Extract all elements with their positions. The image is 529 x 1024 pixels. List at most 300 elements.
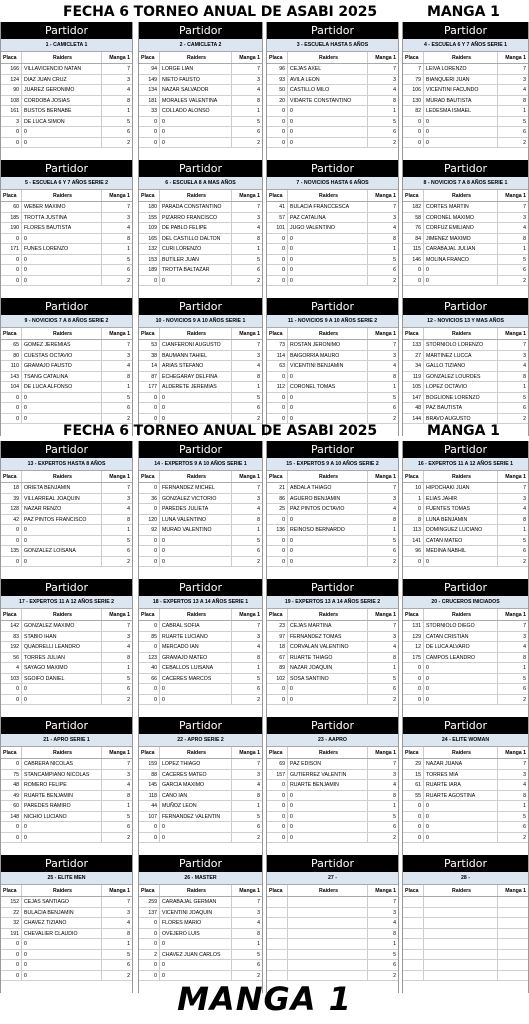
placa-cell: 145 [139,780,160,790]
manga-cell: 3 [523,76,526,83]
placa-cell: 0 [403,127,424,137]
placa-cell: 192 [1,642,22,652]
category-title: 15 - EXPERTOS 9 A 10 AÑOS SERIE 2 [267,458,398,471]
manga-cell: 3 [257,633,260,640]
rider-cell: CASTILLO MILO [288,85,368,95]
rider-cell: GONZALEZ MAXIMO [22,621,102,631]
manga-cell: 1 [393,246,396,252]
table-row [1,950,132,961]
placa-cell: 114 [267,351,288,361]
rider-cell: GUTIERREZ VALENTIN [288,770,368,780]
manga-cell: 3 [393,214,396,221]
manga-cell: 6 [127,405,130,411]
manga-cell: 3 [393,352,396,359]
column-header-row [267,328,398,340]
partidor-header: Partidor [139,298,262,315]
manga-cell: 1 [257,527,260,533]
table-row [139,908,262,919]
table-row [139,674,262,685]
manga-cell: 5 [127,256,130,263]
table-row [1,382,132,393]
table-row [403,515,528,526]
col-placa-header: Placa [403,885,424,896]
manga-cell: 8 [257,373,260,380]
table-row [267,515,398,526]
manga-cell: 4 [257,87,260,93]
placa-cell: 23 [267,621,288,631]
rider-cell: CABRERA NICOLAS [22,759,102,769]
section-title: FECHA 6 TORNEO ANUAL DE ASABI 2025 [63,4,377,20]
rider-cell: JIMENEZ MAXIMO [424,234,498,244]
rider-cell: 0 [288,127,368,137]
manga-cell: 5 [127,118,130,125]
placa-cell: 0 [267,822,288,832]
rider-cell: GRAMAJO FAUSTO [22,361,102,371]
table-row [267,674,398,685]
table-row [403,96,528,107]
table-row [403,822,528,833]
col-placa-header: Placa [403,328,424,339]
placa-cell: 18 [1,483,22,493]
manga-cell: 3 [523,633,526,640]
table-row [403,897,528,908]
col-placa-header: Placa [139,609,160,620]
category-title: 9 - NOVICIOS 7 A 8 AÑOS SERIE 2 [1,315,132,328]
table-row [139,106,262,117]
placa-cell: 66 [139,674,160,684]
placa-cell: 0 [267,138,288,148]
table-row [139,64,262,75]
column-header-row [267,471,398,483]
table-row [267,340,398,351]
placa-cell: 131 [403,621,424,631]
rider-cell: PAZ PINTOS OCTAVIO [288,504,368,514]
manga-cell: 1 [393,941,396,947]
rider-cell: NAZAR SALVADOR [160,85,232,95]
placa-cell: 32 [1,918,22,928]
table-row [267,663,398,674]
placa-cell: 157 [267,770,288,780]
rider-cell: CABRAL SOFIA [160,621,232,631]
col-manga-header: Manga 1 [239,193,260,199]
manga-cell: 2 [393,139,396,146]
rider-cell: CEJAS MARTINA [288,621,368,631]
rider-cell: 0 [288,255,368,265]
placa-cell: 112 [267,382,288,392]
manga-cell [498,908,528,918]
manga-cell: 6 [257,548,260,554]
table-row [267,557,398,568]
rider-cell: 0 [22,265,102,275]
placa-cell [267,960,288,970]
table-row [403,833,528,844]
manga-cell: 7 [257,66,260,72]
placa-cell [403,939,424,949]
table-row [139,632,262,643]
manga-cell: 7 [127,204,130,210]
manga-cell: 8 [523,97,526,104]
rider-cell: LUNA VALENTINO [160,515,232,525]
manga-cell: 5 [127,394,130,401]
placa-cell: 0 [139,929,160,939]
manga-cell: 6 [523,548,526,554]
partidor-header: Partidor [139,579,262,596]
manga-cell: 8 [393,373,396,380]
manga-cell: 4 [393,920,396,926]
rider-cell: CUESTAS OCTAVIO [22,351,102,361]
manga-cell: 3 [523,495,526,502]
rider-cell: CATAN CRISTIAN [424,632,498,642]
table-row [1,621,132,632]
col-manga-header: Manga 1 [505,612,526,618]
manga-cell: 5 [393,537,396,544]
table-row [403,684,528,695]
manga-cell: 8 [257,930,260,937]
column-header-row [1,609,132,621]
placa-cell: 84 [403,234,424,244]
rider-cell: MOLINA FRANCO [424,255,498,265]
rider-cell: NAZAR JUANA [424,759,498,769]
partidor-header: Partidor [1,855,132,872]
table-row [1,557,132,568]
rider-cell: 0 [424,663,498,673]
rider-cell: GARCIA MAXIMO [160,780,232,790]
rider-cell: DIAZ JUAN CRUZ [22,75,102,85]
table-row [267,213,398,224]
rider-cell: REINOSO BERNARDO [288,525,368,535]
manga-cell: 3 [257,352,260,359]
table-row [1,663,132,674]
rider-cell: 0 [424,138,498,148]
rider-cell: PAZ CATALINA [288,213,368,223]
manga-cell: 2 [257,696,260,703]
table-row [1,960,132,971]
category-title: 11 - NOVICIOS 9 A 10 AÑOS SERIE 2 [267,315,398,328]
col-manga-header: Manga 1 [505,55,526,61]
placa-cell: 42 [1,515,22,525]
table-row [139,918,262,929]
category-title: 6 - ESCUELA 8 A MAS AÑOS [139,177,262,190]
partidor-header: Partidor [139,855,262,872]
manga-cell [498,897,528,907]
rider-cell: AGUERO BENJAMIN [288,494,368,504]
table-row [267,759,398,770]
manga-cell: 2 [127,139,130,146]
category-title: 14 - EXPERTOS 9 A 10 AÑOS SERIE 1 [139,458,262,471]
col-placa-header: Placa [267,328,288,339]
partidor-header: Partidor [403,160,528,177]
placa-cell: 0 [139,546,160,556]
manga-cell [498,960,528,970]
rider-cell: NAZAR RENZO [22,504,102,514]
table-row [139,621,262,632]
col-manga-header: Manga 1 [505,193,526,199]
table-row [1,525,132,536]
partidor-header: Partidor [1,579,132,596]
rider-cell: RUARTE LUCIANO [160,632,232,642]
placa-cell: 191 [1,929,22,939]
manga-cell: 2 [523,415,526,422]
manga-cell: 2 [393,558,396,565]
placa-cell [403,960,424,970]
block-row [0,160,529,298]
partidor-header: Partidor [1,717,132,734]
rider-cell: 0 [160,971,232,981]
rider-cell: BUSTOS BERNABE [22,106,102,116]
table-row [139,244,262,255]
table-row [267,393,398,404]
manga-cell: 8 [393,654,396,661]
table-row [403,504,528,515]
table-row [1,653,132,664]
placa-cell: 118 [139,791,160,801]
col-manga-header: Manga 1 [375,474,396,480]
table-row [403,85,528,96]
rider-cell: 0 [288,546,368,556]
placa-cell: 29 [403,759,424,769]
manga-cell: 8 [523,373,526,380]
placa-cell: 65 [1,340,22,350]
col-manga-header: Manga 1 [505,474,526,480]
manga-cell: 3 [393,495,396,502]
col-placa-header: Placa [1,52,22,63]
rider-cell: RUARTE BENJAMIN [22,791,102,801]
manga-title: MANGA 1 [427,423,500,439]
table-row [139,950,262,961]
manga-cell: 7 [523,342,526,348]
manga-cell: 3 [393,76,396,83]
col-placa-header: Placa [1,471,22,482]
rider-cell: CORVALAN VALENTINO [288,642,368,652]
col-manga-header: Manga 1 [109,331,130,337]
rider-cell: AVILA LEON [288,75,368,85]
table-row [267,75,398,86]
manga-cell: 7 [523,761,526,767]
manga-cell: 5 [257,118,260,125]
col-placa-header: Placa [403,52,424,63]
table-row [403,801,528,812]
block-row [0,717,529,855]
rider-cell: MUÑOZ LEON [160,801,232,811]
manga-cell: 8 [127,373,130,380]
manga-cell: 4 [523,87,526,93]
table-row [267,908,398,919]
table-row [139,372,262,383]
rider-cell: TSANG CATALINA [22,372,102,382]
rider-cell: 0 [160,822,232,832]
column-header-row [139,52,262,64]
rider-cell: VICENTINI JOAQUIN [160,908,232,918]
category-block [0,298,133,436]
table-row [139,557,262,568]
rider-cell: 0 [22,138,102,148]
column-header-row [139,747,262,759]
table-row [267,244,398,255]
rider-cell: STANCAMPIANO NICOLAS [22,770,102,780]
table-row [1,642,132,653]
rider-cell: VILLARREAL JOAQUIN [22,494,102,504]
table-row [267,504,398,515]
category-block [0,160,133,298]
col-manga-header: Manga 1 [109,55,130,61]
table-row [267,382,398,393]
placa-cell: 259 [139,897,160,907]
rider-cell: 0 [424,276,498,286]
placa-cell: 0 [267,684,288,694]
table-row [1,822,132,833]
table-row [267,64,398,75]
table-row [139,213,262,224]
placa-cell: 0 [1,536,22,546]
manga-cell [498,950,528,960]
placa-cell: 21 [267,483,288,493]
table-row [139,138,262,149]
manga-cell: 3 [127,76,130,83]
manga-cell: 4 [393,363,396,369]
partidor-header: Partidor [267,22,398,39]
placa-cell: 0 [267,801,288,811]
placa-cell: 48 [1,780,22,790]
placa-cell: 0 [267,372,288,382]
placa-cell: 0 [139,822,160,832]
placa-cell: 0 [267,515,288,525]
category-block [138,441,263,579]
table-row [139,770,262,781]
table-row [403,223,528,234]
rider-cell: LUNA BENJAMIN [424,515,498,525]
table-row [139,536,262,547]
manga-cell: 7 [393,204,396,210]
rider-cell: FERNANDEZ TOMAS [288,632,368,642]
manga-cell: 4 [393,87,396,93]
rider-cell: 0 [424,801,498,811]
placa-cell: 0 [1,525,22,535]
rider-cell: STABIO IHAN [22,632,102,642]
rider-cell: FLORES BAUTISTA [22,223,102,233]
placa-cell [267,939,288,949]
placa-cell: 133 [403,340,424,350]
rider-cell: FERNANDEZ VALENTIN [160,812,232,822]
rider-cell: PAREDES RAMIRO [22,801,102,811]
rider-cell: 0 [22,525,102,535]
manga-cell: 6 [127,962,130,968]
col-placa-header: Placa [267,609,288,620]
placa-cell: 0 [267,546,288,556]
col-raiders-header: Raiders [22,747,102,758]
placa-cell: 57 [267,213,288,223]
rider-cell: JUAREZ GERONIMO [22,85,102,95]
rider-cell: ECHEGARAY DELFINA [160,372,232,382]
col-manga-header: Manga 1 [505,331,526,337]
manga-cell: 1 [257,108,260,114]
rider-cell: BRAVO AUGUSTO [424,414,498,424]
table-row [403,64,528,75]
table-row [267,223,398,234]
manga-cell: 4 [127,506,130,512]
table-row [267,791,398,802]
table-row [139,340,262,351]
table-row [1,515,132,526]
placa-cell [267,897,288,907]
manga-cell: 2 [257,834,260,841]
table-row [1,695,132,706]
col-raiders-header: Raiders [288,747,368,758]
rider-cell: 0 [288,393,368,403]
placa-cell: 175 [403,653,424,663]
placa-cell: 0 [403,663,424,673]
placa-cell: 20 [267,96,288,106]
table-row [267,117,398,128]
rider-cell: 0 [288,822,368,832]
table-row [1,64,132,75]
partidor-header: Partidor [1,441,132,458]
placa-cell: 7 [403,64,424,74]
block-row [0,579,529,717]
placa-cell: 0 [267,106,288,116]
table-row [139,202,262,213]
col-placa-header: Placa [267,885,288,896]
placa-cell: 165 [139,234,160,244]
table-row [267,536,398,547]
manga-cell: 6 [257,405,260,411]
col-manga-header: Manga 1 [109,474,130,480]
manga-cell: 3 [523,352,526,359]
category-block [266,441,399,579]
rider-cell: FUENTES TOMAS [424,504,498,514]
manga-cell: 3 [127,214,130,221]
col-placa-header: Placa [1,885,22,896]
table-row [1,918,132,929]
manga-cell: 2 [523,558,526,565]
rider-cell: JUGO VALENTINO [288,223,368,233]
rider-cell: 0 [288,801,368,811]
table-row [403,75,528,86]
col-manga-header: Manga 1 [375,888,396,894]
placa-cell: 0 [1,971,22,981]
placa-cell: 106 [403,85,424,95]
manga-cell: 5 [257,537,260,544]
table-row [1,812,132,823]
manga-cell: 6 [393,824,396,830]
category-block [138,298,263,436]
category-title: 4 - ESCUELA 6 Y 7 AÑOS SERIE 1 [403,39,528,52]
rider-cell: ALDERETE JEREMIAS [160,382,232,392]
placa-cell [403,971,424,981]
placa-cell: 166 [1,64,22,74]
col-placa-header: Placa [139,885,160,896]
manga-cell: 7 [393,623,396,629]
table-row [403,525,528,536]
manga-cell: 8 [127,235,130,242]
category-block [266,298,399,436]
rider-cell: LORGE LIAN [160,64,232,74]
table-row [139,276,262,287]
placa-cell: 58 [403,213,424,223]
rider-cell: 0 [288,372,368,382]
rider-cell: GONZALEZ LOISANA [22,546,102,556]
manga-cell: 7 [127,66,130,72]
manga-cell: 6 [523,267,526,273]
rider-cell: BOGLIONE LORENZO [424,393,498,403]
placa-cell: 0 [267,414,288,424]
col-raiders-header: Raiders [160,328,232,339]
manga-cell: 6 [523,405,526,411]
rider-cell: CURI LORENZO [160,244,232,254]
placa-cell [403,918,424,928]
col-placa-header: Placa [267,471,288,482]
rider-cell: 0 [288,106,368,116]
manga-cell: 7 [393,761,396,767]
